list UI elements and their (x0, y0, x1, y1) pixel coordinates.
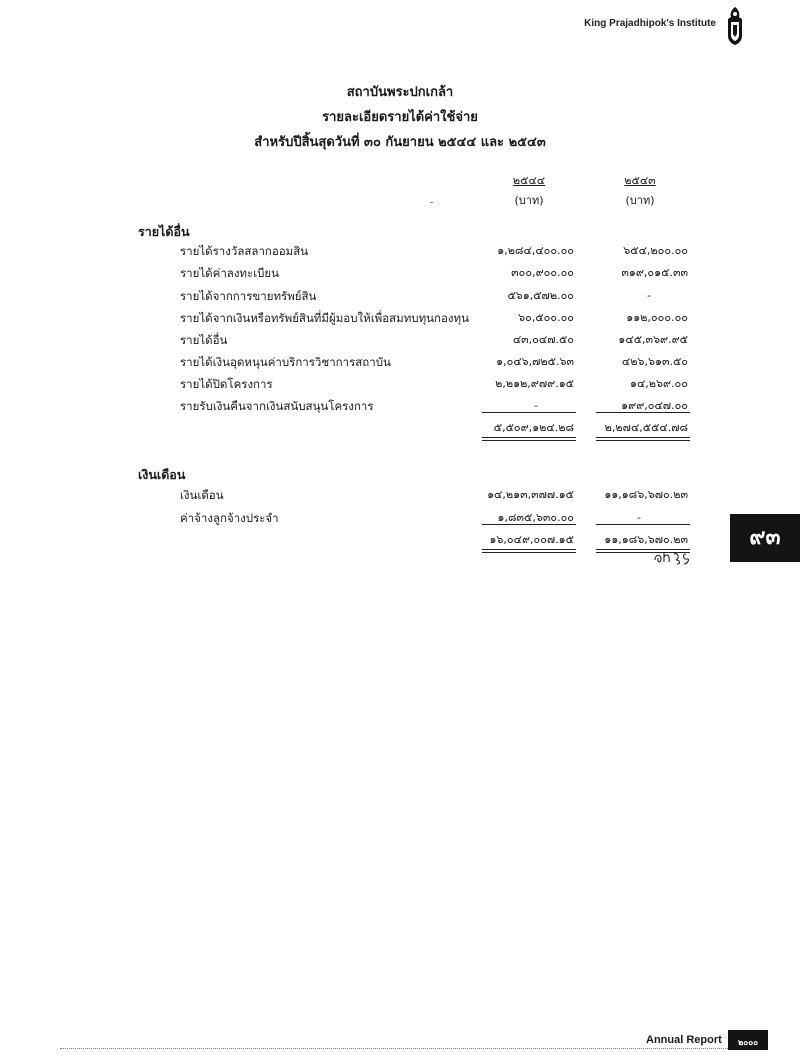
title-period: สำหรับปีสิ้นสุดวันที่ ๓๐ กันยายน ๒๕๔๔ และ ๒๕๔๓ (254, 135, 546, 150)
row-value-2544: ๑๔,๒๑๓,๓๗๗.๑๕ (487, 488, 574, 501)
section-heading-other-income: รายได้อื่น (138, 224, 190, 239)
subtotal-rule-2544 (482, 524, 576, 525)
total-double-rule-2543 (596, 437, 690, 441)
row-value-2544: ๖๐,๕๐๐.๐๐ (518, 311, 574, 324)
subtotal-rule-2543 (596, 412, 690, 413)
row-value-2543: ๖๕๔,๒๐๐.๐๐ (623, 244, 688, 257)
column-unit-2544: (บาท) (514, 194, 544, 207)
row-value-2544: ๒,๒๑๒,๙๗๙.๑๕ (495, 377, 574, 390)
row-label: รายได้เงินอุดหนุนค่าบริการวิชาการสถาบัน (180, 355, 391, 369)
row-label: รายได้ปิดโครงการ (180, 377, 273, 391)
section-heading-salaries: เงินเดือน (138, 467, 186, 482)
total-double-rule-2544 (482, 437, 576, 441)
row-value-2543: - (647, 289, 651, 302)
subtotal-rule-2544 (482, 412, 576, 413)
signature-initials (652, 546, 700, 566)
row-label: รายได้รางวัลสลากออมสิน (180, 244, 309, 258)
column-year-2544: ๒๕๔๔ (512, 174, 546, 187)
row-value-2543: ๑๔,๒๖๙.๐๐ (629, 377, 688, 390)
institute-name: King Prajadhipok's Institute (584, 18, 716, 29)
row-label: รายได้อื่น (180, 333, 228, 347)
section-total-2543: ๑๑,๑๘๖,๖๗๐.๒๓ (604, 533, 688, 546)
footer-annual-report: Annual Report (646, 1034, 722, 1046)
row-value-2544: ๓๐๐,๙๐๐.๐๐ (511, 266, 574, 279)
row-value-2544: ๔๓,๐๔๗.๕๐ (512, 333, 574, 346)
footer-divider (60, 1048, 740, 1049)
row-value-2543: ๑๑๒,๐๐๐.๐๐ (626, 311, 688, 324)
header-dot (430, 202, 433, 203)
subtotal-rule-2543 (596, 524, 690, 525)
row-label: รายได้ค่าลงทะเบียน (180, 266, 280, 280)
column-unit-2543: (บาท) (625, 194, 655, 207)
row-label: รายรับเงินคืนจากเงินสนับสนุนโครงการ (180, 399, 374, 413)
row-value-2544: - (534, 399, 538, 412)
report-title (0, 80, 800, 155)
row-value-2543: ๔๒๖,๖๑๓.๕๐ (621, 355, 688, 368)
row-value-2543: - (637, 511, 641, 524)
row-value-2544: ๑,๐๔๖,๗๒๕.๖๓ (496, 355, 574, 368)
footer-year-badge: ๒๐๐๐ (728, 1030, 768, 1050)
row-label: รายได้จากเงินหรือทรัพย์สินที่มีผู้มอบให้เพื่อสมทบทุนกองทุน (180, 311, 469, 325)
row-value-2543: ๑๔๕,๓๖๙.๙๕ (618, 333, 688, 346)
section-total-2544: ๕,๕๐๙,๑๒๔.๒๘ (493, 421, 574, 434)
row-value-2543: ๑๙๙,๐๔๗.๐๐ (621, 399, 688, 412)
row-label: รายได้จากการขายทรัพย์สิน (180, 289, 317, 303)
row-value-2543: ๓๑๙,๐๑๕.๓๓ (621, 266, 688, 279)
section-total-2543: ๒,๒๗๔,๕๕๔.๗๘ (604, 421, 688, 434)
institute-crest-icon (722, 6, 748, 46)
total-double-rule-2544 (482, 549, 576, 553)
title-statement: รายละเอียดรายได้ค่าใช้จ่าย (322, 110, 478, 125)
column-year-2543: ๒๕๔๓ (624, 174, 656, 187)
section-total-2544: ๑๖,๐๔๙,๐๐๗.๑๕ (489, 533, 574, 546)
row-label: ค่าจ้างลูกจ้างประจำ (180, 511, 279, 525)
row-value-2544: ๑,๒๘๔,๔๐๐.๐๐ (497, 244, 574, 257)
row-value-2544: ๑,๘๓๕,๖๓๐.๐๐ (497, 511, 574, 524)
row-value-2544: ๕๖๑,๕๗๒.๐๐ (507, 289, 574, 302)
row-label: เงินเดือน (180, 488, 224, 502)
row-value-2543: ๑๑,๑๘๖,๖๗๐.๒๓ (604, 488, 688, 501)
page-number-tab: ๙๓ (730, 514, 800, 562)
title-institute: สถาบันพระปกเกล้า (346, 85, 454, 100)
